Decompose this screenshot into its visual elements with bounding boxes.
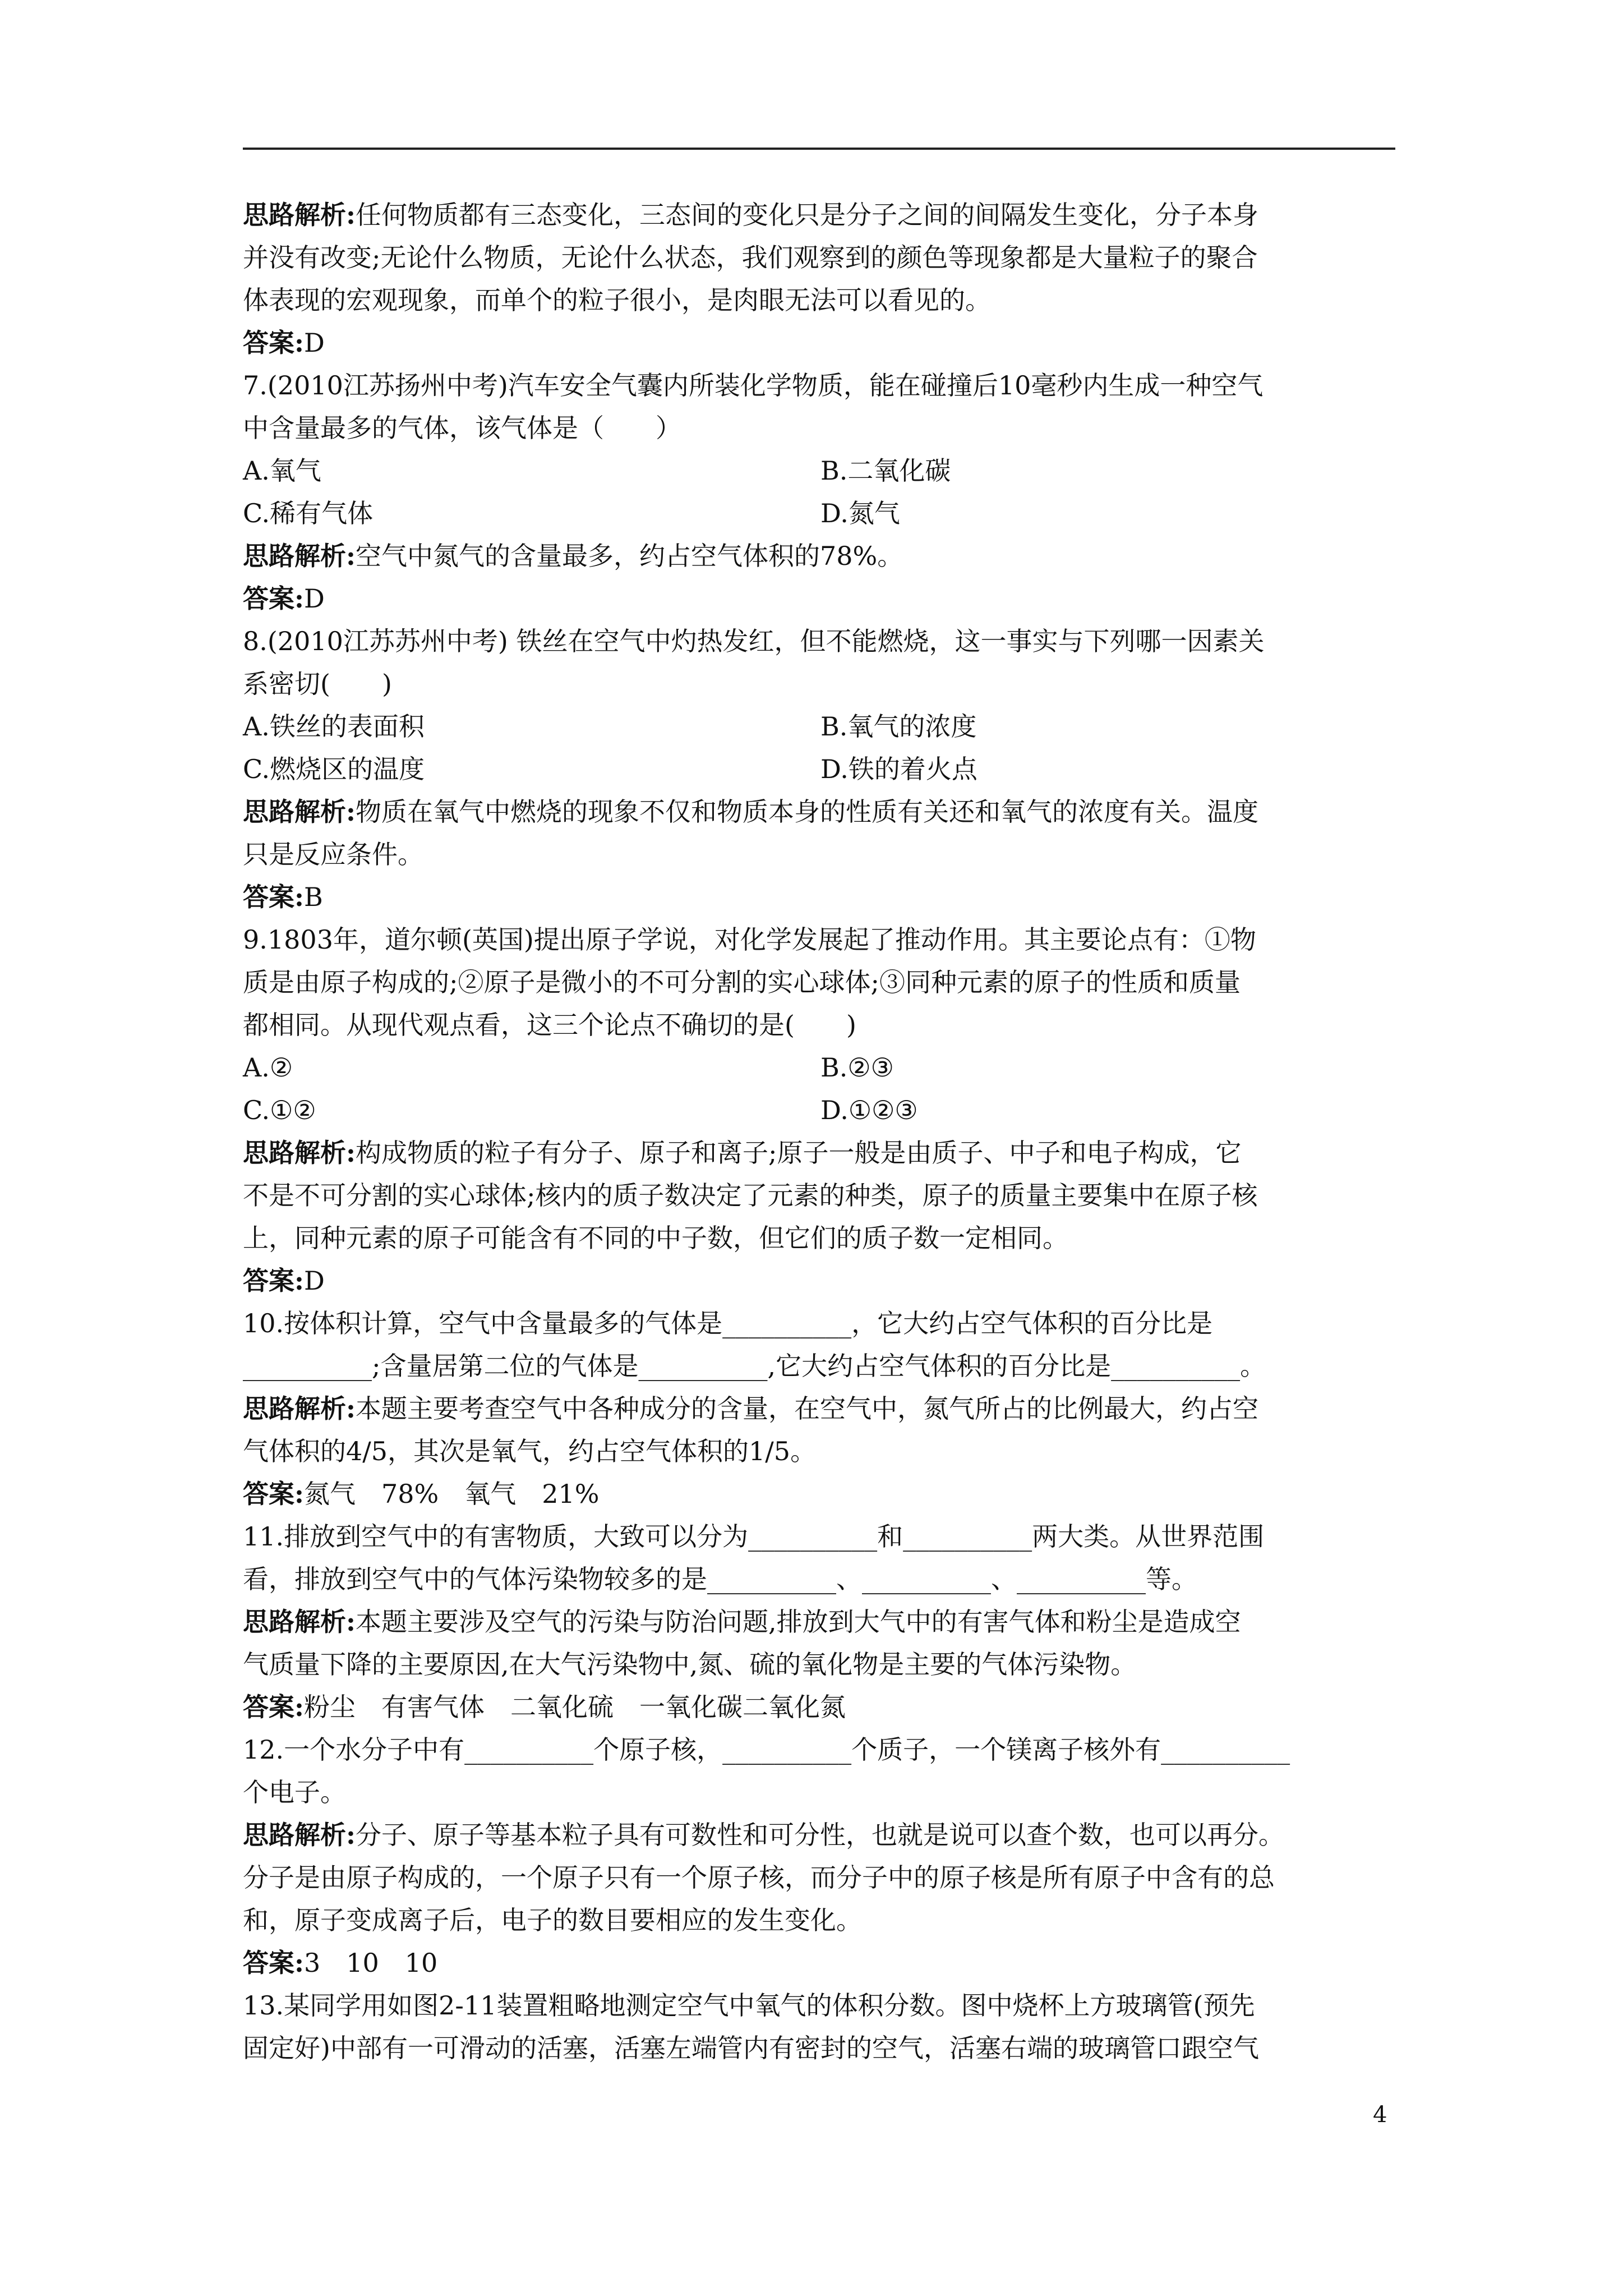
option-text: A.氧气 <box>243 455 321 486</box>
text-line <box>243 1771 1398 1814</box>
text-line <box>243 833 1398 876</box>
text-line <box>243 1984 1398 2027</box>
line-text: __________;含量居第二位的气体是__________,它大约占空气体积的百分比是__________。 <box>243 1351 1266 1381</box>
analysis-line <box>243 1814 1398 1856</box>
line-text: 都相同。从现代观点看，这三个论点不确切的是( ) <box>243 1010 856 1040</box>
line-text: 9.1803年，道尔顿(英国)提出原子学说，对化学发展起了推动作用。其主要论点有：①物 <box>243 924 1256 955</box>
line-text: 不是不可分割的实心球体;核内的质子数决定了元素的种类，原子的质量主要集中在原子核 <box>243 1180 1258 1211</box>
text-line <box>243 1728 1398 1771</box>
option-text: A.铁丝的表面积 <box>243 711 425 742</box>
answer-line <box>243 1686 1398 1728</box>
answer-line <box>243 1473 1398 1515</box>
answer-line <box>243 1259 1398 1302</box>
line-text: 任何物质都有三态变化，三态间的变化只是分子之间的间隔发生变化，分子本身 <box>355 200 1258 230</box>
answer-options-row <box>243 1046 1398 1089</box>
line-text: 物质在氧气中燃烧的现象不仅和物质本身的性质有关还和氧气的浓度有关。温度 <box>355 797 1258 827</box>
bold-label: 答案: <box>243 1479 304 1509</box>
answer-line <box>243 876 1398 918</box>
line-text: 10.按体积计算，空气中含量最多的气体是__________，它大约占空气体积的百分比是 <box>243 1308 1213 1338</box>
bold-label: 答案: <box>243 328 304 358</box>
text-line <box>243 407 1398 449</box>
text-line <box>243 1430 1398 1473</box>
text-line <box>243 1174 1398 1217</box>
text-line <box>243 1643 1398 1686</box>
line-text: 并没有改变;无论什么物质，无论什么状态，我们观察到的颜色等现象都是大量粒子的聚合 <box>243 242 1258 273</box>
line-text: 本题主要考查空气中各种成分的含量，在空气中，氮气所占的比例最大，约占空 <box>355 1393 1258 1424</box>
line-text: 分子是由原子构成的，一个原子只有一个原子核，而分子中的原子核是所有原子中含有的总 <box>243 1862 1275 1893</box>
bold-label: 答案: <box>243 1266 304 1296</box>
answer-line <box>243 1941 1398 1984</box>
line-text: 13.某同学用如图2-11装置粗略地测定空气中氧气的体积分数。图中烧杯上方玻璃管(预先 <box>243 1990 1255 2021</box>
page-number: 4 <box>1373 2102 1387 2128</box>
line-text: 和，原子变成离子后，电子的数目要相应的发生变化。 <box>243 1905 862 1935</box>
bold-label: 思路解析: <box>243 200 356 230</box>
text-line <box>243 2027 1398 2069</box>
text-line <box>243 662 1398 705</box>
line-text: D <box>303 583 325 614</box>
line-text: 空气中氮气的含量最多，约占空气体积的78%。 <box>355 541 903 571</box>
answer-options-row <box>243 1089 1398 1131</box>
line-text: 11.排放到空气中的有害物质，大致可以分为__________和__________两大类。从世界范围 <box>243 1521 1265 1552</box>
line-text: 7.(2010江苏扬州中考)汽车安全气囊内所装化学物质，能在碰撞后10毫秒内生成一种空气 <box>243 370 1264 401</box>
text-line <box>243 279 1398 321</box>
option-text: B.②③ <box>820 1052 894 1083</box>
option-text: C.燃烧区的温度 <box>243 754 425 784</box>
analysis-line <box>243 1600 1398 1643</box>
bold-label: 答案: <box>243 1948 304 1978</box>
line-text: 体表现的宏观现象，而单个的粒子很小，是肉眼无法可以看见的。 <box>243 285 991 315</box>
answer-line <box>243 321 1398 364</box>
analysis-line <box>243 1387 1398 1430</box>
bold-label: 思路解析: <box>243 797 356 827</box>
text-line <box>243 918 1398 961</box>
bold-label: 答案: <box>243 583 304 614</box>
line-text: 12.一个水分子中有__________个原子核，__________个质子，一个镁离子核外有__________ <box>243 1734 1290 1765</box>
line-text: 气体积的4/5，其次是氧气，约占空气体积的1/5。 <box>243 1436 817 1466</box>
text-line <box>243 620 1398 662</box>
option-text: C.①② <box>243 1095 316 1125</box>
line-text: 系密切( ) <box>243 669 392 699</box>
line-text: 氮气 78% 氧气 21% <box>303 1479 600 1509</box>
line-text: 构成物质的粒子有分子、原子和离子;原子一般是由质子、中子和电子构成，它 <box>355 1138 1242 1168</box>
bold-label: 思路解析: <box>243 541 356 571</box>
line-text: 只是反应条件。 <box>243 839 423 869</box>
bold-label: 思路解析: <box>243 1607 356 1637</box>
analysis-line <box>243 790 1398 833</box>
text-line <box>243 1004 1398 1046</box>
line-text: 质是由原子构成的;②原子是微小的不可分割的实心球体;③同种元素的原子的性质和质量 <box>243 967 1241 997</box>
line-text: 中含量最多的气体，该气体是（ ） <box>243 413 681 443</box>
line-text: 粉尘 有害气体 二氧化硫 一氧化碳二氧化氮 <box>303 1692 846 1722</box>
option-text: D.①②③ <box>820 1095 918 1125</box>
line-text: B <box>303 882 323 912</box>
analysis-line <box>243 194 1398 236</box>
answer-options-row <box>243 748 1398 790</box>
answer-options-row <box>243 449 1398 492</box>
answer-options-row <box>243 492 1398 535</box>
text-line <box>243 961 1398 1004</box>
line-text: 分子、原子等基本粒子具有可数性和可分性，也就是说可以查个数，也可以再分。 <box>355 1820 1284 1850</box>
line-text: D <box>303 1266 325 1296</box>
line-text: 本题主要涉及空气的污染与防治问题,排放到大气中的有害气体和粉尘是造成空 <box>355 1607 1241 1637</box>
answer-options-row <box>243 705 1398 748</box>
answer-line <box>243 577 1398 620</box>
text-line <box>243 1217 1398 1259</box>
text-line <box>243 1515 1398 1558</box>
bold-label: 答案: <box>243 882 304 912</box>
text-line <box>243 364 1398 407</box>
line-text: D <box>303 328 325 358</box>
option-text: C.稀有气体 <box>243 498 374 528</box>
bold-label: 答案: <box>243 1692 304 1722</box>
analysis-line <box>243 1131 1398 1174</box>
option-text: B.二氧化碳 <box>820 455 951 486</box>
document-body <box>243 194 1398 2069</box>
line-text: 3 10 10 <box>303 1948 438 1978</box>
header-rule <box>243 148 1395 150</box>
text-line <box>243 236 1398 279</box>
text-line <box>243 1856 1398 1899</box>
option-text: D.铁的着火点 <box>820 754 978 784</box>
option-text: D.氮气 <box>820 498 900 528</box>
line-text: 8.(2010江苏苏州中考) 铁丝在空气中灼热发红，但不能燃烧，这一事实与下列哪一因素关 <box>243 626 1265 656</box>
line-text: 固定好)中部有一可滑动的活塞，活塞左端管内有密封的空气，活塞右端的玻璃管口跟空气 <box>243 2033 1259 2063</box>
text-line <box>243 1558 1398 1600</box>
option-text: B.氧气的浓度 <box>820 711 977 742</box>
bold-label: 思路解析: <box>243 1393 356 1424</box>
line-text: 看，排放到空气中的气体污染物较多的是__________、__________、__________等。 <box>243 1564 1197 1594</box>
text-line <box>243 1302 1398 1345</box>
bold-label: 思路解析: <box>243 1820 356 1850</box>
line-text: 个电子。 <box>243 1777 346 1807</box>
line-text: 上，同种元素的原子可能含有不同的中子数，但它们的质子数一定相同。 <box>243 1223 1068 1253</box>
bold-label: 思路解析: <box>243 1138 356 1168</box>
analysis-line <box>243 535 1398 577</box>
text-line <box>243 1899 1398 1941</box>
option-text: A.② <box>243 1052 293 1083</box>
text-line <box>243 1345 1398 1387</box>
line-text: 气质量下降的主要原因,在大气污染物中,氮、硫的氧化物是主要的气体污染物。 <box>243 1649 1137 1680</box>
